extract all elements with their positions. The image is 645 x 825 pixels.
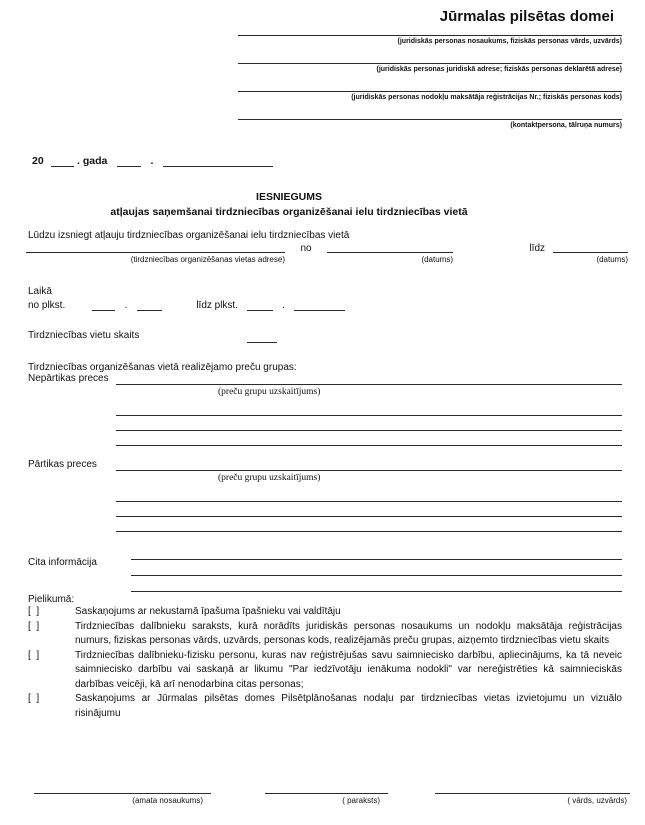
blank-line — [131, 545, 622, 560]
food-extra-lines — [116, 487, 622, 532]
nonfood-sub-label: (preču grupu uzskaitījums) — [218, 387, 321, 397]
contact-person-line — [238, 119, 622, 120]
to-word: līdz — [529, 243, 545, 254]
applicant-name-line — [238, 35, 622, 36]
signature-name-line — [435, 780, 630, 794]
blank-line — [116, 502, 622, 517]
signature-sign-field — [265, 780, 388, 805]
food-row — [28, 459, 622, 471]
from-date-field — [327, 241, 453, 264]
places-row — [28, 330, 645, 346]
time-to-hour-line — [247, 298, 273, 311]
attachment-item — [28, 692, 622, 721]
attachment-checkbox: [ ] — [28, 649, 40, 661]
other-info-row — [28, 545, 622, 592]
year-blank-line — [51, 155, 74, 167]
attachment-item-text: Saskaņojums ar Jūrmalas pilsētas domes Pilsētplānošanas nodaļu par tirdzniecības vietas izvietojumu un vizuālo risinājumu — [75, 693, 622, 719]
attachment-item-text: Saskaņojums ar nekustamā īpašuma īpašnieku vai valdītāju — [75, 606, 341, 617]
attachment-checkbox: [ ] — [28, 606, 40, 617]
attachment-checkbox: [ ] — [28, 693, 40, 704]
other-info-lines — [131, 545, 622, 592]
trade-address-field — [26, 241, 285, 264]
form-subtitle: atļaujas saņemšanai tirdzniecības organizēšanai ielu tirdzniecības vietā — [110, 206, 468, 218]
goods-intro: Tirdzniecības organizēšanas vietā realizējamo preču grupas: — [28, 362, 297, 373]
signature-row — [0, 780, 630, 805]
year-prefix: 20 — [32, 155, 44, 167]
from-date-label: (datums) — [421, 255, 453, 264]
signature-position-label: (amata nosaukums) — [132, 796, 203, 805]
signature-name-field — [435, 780, 630, 805]
gada-label: . gada — [77, 155, 108, 167]
request-intro: Lūdzu izsniegt atļauju tirdzniecības organizēšanai ielu tirdzniecības vietā — [28, 230, 350, 241]
form-title-block — [0, 191, 578, 218]
header-block — [238, 8, 622, 129]
attachment-item-text: Tirdzniecības dalībnieku saraksts, kurā norādīts juridiskās personas nosaukums un nodokļu maksātāja reģistrācijas numurs, fiziskas personas vārds, uzvārds, personas kods, realizējamās preču grupas, aizņemto tirdzniecības vietu skaits — [75, 620, 622, 646]
other-info-label: Cita informācija — [28, 557, 97, 568]
contact-person-label: (kontaktpersona, tālruņa numurs) — [510, 122, 622, 129]
time-to-minute-line — [294, 298, 345, 311]
date-separator: . — [150, 155, 154, 167]
places-count-line — [247, 330, 277, 343]
from-date-line — [327, 241, 453, 253]
blank-line — [131, 560, 622, 576]
month-blank-line — [117, 155, 141, 167]
trade-address-label: (tirdzniecības organizēšanas vietas adrese) — [130, 255, 285, 264]
signature-position-line — [34, 780, 211, 794]
applicant-address-field — [238, 63, 622, 73]
to-date-line — [553, 241, 628, 253]
to-date-field — [553, 241, 628, 264]
attachment-checkbox: [ ] — [28, 620, 40, 632]
nonfood-extra-lines — [116, 401, 622, 446]
blank-line — [131, 576, 622, 592]
trade-address-line — [26, 241, 285, 253]
attachments-heading: Pielikumā: — [28, 594, 75, 605]
nonfood-row — [28, 373, 622, 385]
time-row — [28, 298, 645, 316]
food-label: Pārtikas preces — [28, 459, 97, 470]
time-to-separator: . — [282, 300, 285, 311]
time-heading: Laikā — [28, 286, 52, 297]
contact-person-field — [238, 119, 622, 129]
blank-line — [116, 431, 622, 446]
signature-position-field — [34, 780, 211, 805]
to-date-label: (datums) — [596, 255, 628, 264]
blank-line — [116, 416, 622, 431]
time-to-label: līdz plkst. — [196, 300, 238, 311]
applicant-address-label: (juridiskās personas juridiskā adrese; fiziskās personas deklarētā adrese) — [376, 66, 622, 73]
day-blank-line — [163, 155, 273, 167]
food-line — [116, 459, 622, 471]
signature-sign-label: ( paraksts) — [342, 796, 380, 805]
addressee-title: Jūrmalas pilsētas domei — [439, 8, 614, 25]
applicant-address-line — [238, 63, 622, 64]
applicant-regnr-field — [238, 91, 622, 101]
applicant-name-label: (juridiskās personas nosaukums, fiziskās personas vārds, uzvārds) — [397, 38, 622, 45]
attachment-item — [28, 620, 622, 649]
applicant-regnr-line — [238, 91, 622, 92]
nonfood-label: Nepārtikas preces — [28, 373, 109, 384]
applicant-name-field — [238, 35, 622, 45]
time-from-minute-line — [137, 298, 162, 311]
time-from-separator: . — [124, 300, 128, 311]
form-title: IESNIEGUMS — [256, 191, 322, 203]
blank-line — [116, 517, 622, 532]
places-label: Tirdzniecības vietu skaits — [28, 330, 140, 341]
nonfood-line — [116, 373, 622, 385]
from-word: no — [300, 243, 312, 254]
food-sub-label: (preču grupu uzskaitījums) — [218, 473, 321, 483]
blank-line — [116, 401, 622, 416]
attachment-item — [28, 605, 622, 620]
blank-line — [116, 487, 622, 502]
address-dates-row — [26, 241, 645, 264]
time-from-hour-line — [92, 298, 115, 311]
attachment-item — [28, 649, 622, 693]
signature-sign-line — [265, 780, 388, 794]
applicant-regnr-label: (juridiskās personas nodokļu maksātāja reģistrācijas Nr.; fiziskās personas kods) — [351, 94, 622, 101]
signature-name-label: ( vārds, uzvārds) — [567, 796, 627, 805]
time-from-label: no plkst. — [28, 300, 66, 311]
date-row — [32, 155, 645, 171]
attachment-item-text: Tirdzniecības dalībnieku-fizisku personu, kuras nav reģistrējušas savu saimniecisko darbību, apliecinājums, ka tā neveic saimniecisko darbību vai saskaņā ar likumu "Par iedzīvotāju ienākuma nodokli" var nereģistrēties kā saimnieciskās darbības veicēji, kā arī nenodarbina citas personas; — [75, 649, 622, 690]
